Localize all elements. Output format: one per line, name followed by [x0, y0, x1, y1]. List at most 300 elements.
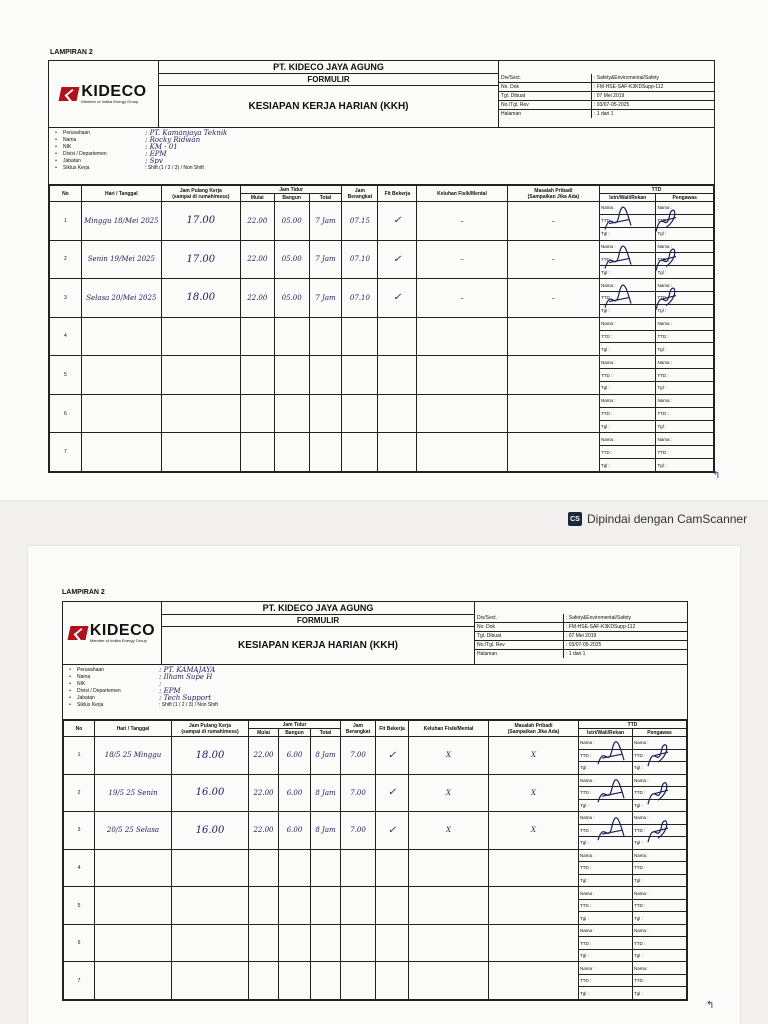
row-no: 3 — [64, 812, 95, 850]
ttd-tgl: Tgl : — [601, 231, 610, 237]
ttd-tgl: Tgl : — [657, 231, 667, 237]
bullet-icon: • — [69, 667, 71, 673]
row-bangun: 05.00 — [274, 202, 309, 241]
row-bangun — [279, 887, 311, 925]
row-total — [309, 317, 342, 356]
row-bangun — [274, 356, 309, 395]
ttd-sign: TTD : — [579, 937, 632, 950]
ttd-pengawas — [656, 356, 713, 394]
row-fit: ✓ — [378, 202, 417, 241]
ttd-nama: Nama : — [579, 887, 632, 900]
row-fit — [378, 433, 417, 472]
ttd-nama: Nama : — [633, 775, 686, 788]
employee-info — [49, 127, 714, 185]
col-bangun: Bangun — [279, 729, 311, 737]
row-mulai: 22.00 — [240, 240, 274, 279]
row-total — [309, 433, 342, 472]
ttd-ybs — [579, 887, 632, 924]
ttd-nama: Nama : — [600, 202, 655, 215]
row-mulai — [249, 924, 279, 962]
ttd-pengawas — [633, 850, 686, 887]
ttd-nama: Nama : — [633, 812, 686, 825]
logo-subtitle: Member of Indika Energy Group — [89, 638, 147, 643]
col-berangkat: Jam Berangkat — [341, 721, 376, 737]
col-ttd-ybs: Istri/Wali/Rekan — [600, 194, 656, 202]
info-key: Nama — [77, 674, 91, 680]
ttd-nama: Nama : — [633, 737, 686, 750]
row-fit: ✓ — [376, 774, 409, 812]
row-masalah — [507, 317, 599, 356]
ttd-ybs — [600, 395, 655, 433]
ttd-sign: TTD : — [600, 215, 655, 228]
ttd-nama: Nama : — [656, 318, 713, 331]
row-masalah — [489, 924, 579, 962]
bullet-icon: • — [69, 674, 71, 680]
col-mulai: Mulai — [240, 194, 274, 202]
row-berangkat — [341, 887, 376, 925]
info-value: : Shift (1 / 2 / 3) / Non Shift — [145, 165, 204, 171]
signature-icon — [652, 205, 682, 236]
col-hari: Hari / Tanggal — [95, 721, 172, 737]
row-bangun — [274, 394, 309, 433]
info-row — [63, 702, 687, 709]
document-meta — [499, 61, 714, 127]
info-row — [49, 158, 714, 165]
row-mulai — [249, 962, 279, 1000]
row-hari: 18/5 25 Minggu — [95, 737, 172, 775]
row-ttd-pengawas — [633, 962, 687, 1000]
row-fit: ✓ — [378, 279, 417, 318]
bullet-icon: • — [55, 165, 57, 171]
info-row — [63, 667, 687, 674]
row-pulang — [172, 849, 249, 887]
col-ttd: TTD — [579, 721, 687, 729]
row-ttd-ybs — [579, 849, 633, 887]
row-pulang — [161, 394, 240, 433]
meta-key: Tgl. Dibuat — [475, 632, 564, 640]
table-row — [64, 962, 687, 1000]
meta-row — [475, 650, 687, 658]
row-masalah: – — [507, 279, 599, 318]
row-berangkat: 7.00 — [341, 774, 376, 812]
col-pulang-label: Jam Pulang Kerja — [179, 187, 222, 194]
row-ttd-pengawas — [633, 887, 687, 925]
col-tidur: Jam Tidur — [240, 186, 342, 194]
row-hari — [95, 962, 172, 1000]
ttd-tgl: Tgl : — [601, 346, 610, 352]
row-mulai — [249, 887, 279, 925]
row-berangkat: 07.10 — [342, 279, 378, 318]
camscanner-watermark — [568, 512, 747, 526]
row-ttd-ybs — [600, 394, 656, 433]
row-berangkat — [342, 356, 378, 395]
ttd-sign: TTD : — [579, 862, 632, 875]
info-key: Siklus Kerja — [63, 165, 90, 171]
ttd-nama: Nama : — [600, 433, 655, 446]
row-fit — [378, 356, 417, 395]
info-key: Jabatan — [77, 695, 95, 701]
info-key: NIK — [63, 144, 72, 150]
info-row — [63, 695, 687, 702]
signature-icon — [603, 244, 633, 275]
row-fit — [376, 924, 409, 962]
info-key: Nama — [63, 137, 77, 143]
ttd-pengawas — [633, 962, 686, 999]
kkh-table — [63, 720, 687, 1000]
meta-row — [475, 641, 687, 650]
row-no: 4 — [50, 317, 82, 356]
ttd-sign: TTD : — [656, 446, 713, 459]
info-value: : KM - 01 — [145, 143, 178, 151]
row-bangun — [279, 924, 311, 962]
row-hari — [81, 356, 161, 395]
col-ttd-pengawas: Pengawas — [633, 729, 687, 737]
row-pulang: 18.00 — [161, 279, 240, 318]
row-masalah — [507, 356, 599, 395]
row-fit — [378, 317, 417, 356]
logo — [49, 61, 159, 127]
row-keluhan: – — [417, 240, 507, 279]
ttd-nama: Nama : — [600, 318, 655, 331]
row-keluhan: X — [409, 774, 489, 812]
row-mulai: 22.00 — [249, 812, 279, 850]
bullet-icon: • — [69, 681, 71, 687]
ttd-sign: TTD : — [633, 750, 686, 763]
bullet-icon: • — [55, 144, 57, 150]
ttd-sign: TTD : — [600, 292, 655, 305]
row-mulai — [240, 433, 274, 472]
ttd-nama: Nama : — [600, 241, 655, 254]
signature-icon — [644, 740, 674, 770]
row-keluhan — [409, 924, 489, 962]
row-hari — [81, 317, 161, 356]
info-row — [63, 674, 687, 681]
row-no: 6 — [64, 924, 95, 962]
col-fit: Fit Bekerja — [378, 186, 417, 202]
row-berangkat — [342, 317, 378, 356]
ttd-sign: TTD : — [656, 369, 713, 382]
ttd-pengawas — [656, 318, 713, 356]
row-mulai — [249, 849, 279, 887]
bullet-icon: • — [69, 702, 71, 708]
row-berangkat — [341, 849, 376, 887]
row-keluhan — [417, 433, 507, 472]
meta-key: No. Dok — [475, 623, 564, 631]
logo-name: KIDECO — [89, 622, 156, 639]
row-bangun — [274, 433, 309, 472]
row-berangkat — [342, 394, 378, 433]
col-hari: Hari / Tanggal — [81, 186, 161, 202]
meta-key: No./Tgl. Rev — [499, 101, 592, 109]
row-no: 2 — [50, 240, 82, 279]
row-pulang: 17.00 — [161, 240, 240, 279]
row-total: 7 Jam — [309, 279, 342, 318]
row-no: 3 — [50, 279, 82, 318]
ttd-nama: Nama : — [600, 279, 655, 292]
row-berangkat: 7.00 — [341, 737, 376, 775]
col-mulai: Mulai — [249, 729, 279, 737]
row-keluhan — [417, 356, 507, 395]
info-row — [63, 688, 687, 695]
row-no: 7 — [50, 433, 82, 472]
row-keluhan — [417, 317, 507, 356]
ttd-nama: Nama : — [579, 925, 632, 938]
row-masalah — [489, 887, 579, 925]
col-no: No — [50, 186, 82, 202]
document-meta — [475, 602, 687, 664]
ttd-tgl: Tgl : — [580, 990, 589, 996]
row-bangun: 05.00 — [274, 240, 309, 279]
row-bangun: 6.00 — [279, 737, 311, 775]
ttd-tgl: Tgl : — [634, 840, 643, 846]
ttd-tgl: Tgl : — [634, 915, 643, 921]
row-pulang: 18.00 — [172, 737, 249, 775]
row-hari: Minggu 18/Mei 2025 — [81, 202, 161, 241]
row-bangun: 6.00 — [279, 812, 311, 850]
col-masalah — [507, 186, 599, 202]
ttd-tgl: Tgl : — [634, 953, 643, 959]
row-bangun: 6.00 — [279, 774, 311, 812]
row-no: 1 — [50, 202, 82, 241]
info-key: Jabatan — [63, 158, 81, 164]
row-mulai — [240, 317, 274, 356]
ttd-sign: TTD : — [600, 408, 655, 421]
row-masalah: X — [489, 774, 579, 812]
col-keluhan: Keluhan Fisik/Mental — [417, 186, 507, 202]
row-mulai: 22.00 — [240, 202, 274, 241]
ttd-nama: Nama : — [633, 850, 686, 863]
col-pulang — [172, 721, 249, 737]
meta-value: : 03/07-05-2025 — [566, 642, 602, 648]
ttd-tgl: Tgl : — [657, 385, 667, 391]
row-hari — [95, 887, 172, 925]
row-ttd-pengawas — [633, 849, 687, 887]
ttd-sign: TTD : — [656, 215, 713, 228]
col-masalah-label: Masalah Pribadi — [514, 722, 553, 729]
row-keluhan: – — [417, 279, 507, 318]
row-pulang — [161, 433, 240, 472]
row-ttd-ybs — [579, 924, 633, 962]
row-ttd-pengawas — [656, 433, 714, 472]
col-masalah-label: Masalah Pribadi — [534, 187, 573, 194]
corner-mark-icon: ↰ — [706, 1000, 715, 1011]
row-total — [311, 849, 341, 887]
meta-value: : 07 Mei 2019 — [594, 93, 625, 99]
meta-key: No. Dok — [499, 83, 592, 91]
signature-icon — [596, 816, 626, 846]
bullet-icon: • — [69, 695, 71, 701]
meta-value: : Safety&Enviromental/Safety — [566, 615, 632, 621]
row-berangkat — [341, 962, 376, 1000]
meta-row — [499, 74, 714, 83]
row-masalah: X — [489, 812, 579, 850]
row-masalah — [489, 962, 579, 1000]
row-pulang — [172, 887, 249, 925]
table-row — [64, 774, 687, 812]
signature-icon — [603, 283, 633, 314]
ttd-nama: Nama : — [579, 775, 632, 788]
col-masalah-sub: (Sampaikan Jika Ada) — [507, 728, 560, 735]
col-bangun: Bangun — [274, 194, 309, 202]
meta-row — [475, 632, 687, 641]
row-berangkat — [342, 433, 378, 472]
ttd-sign: TTD : — [633, 825, 686, 838]
ttd-tgl: Tgl : — [580, 953, 589, 959]
row-berangkat — [341, 924, 376, 962]
row-hari — [95, 924, 172, 962]
ttd-nama: Nama : — [656, 241, 713, 254]
row-hari: Selasa 20/Mei 2025 — [81, 279, 161, 318]
signature-icon — [652, 283, 682, 314]
col-total: Total — [311, 729, 341, 737]
logo-name: KIDECO — [81, 83, 147, 100]
meta-key: Tgl. Dibuat — [499, 92, 592, 100]
row-pulang — [172, 962, 249, 1000]
table-row — [64, 737, 687, 775]
signature-icon — [652, 244, 682, 275]
ttd-sign: TTD : — [579, 750, 632, 763]
ttd-tgl: Tgl : — [580, 877, 589, 883]
employee-info — [63, 664, 687, 720]
row-no: 2 — [64, 774, 95, 812]
ttd-sign: TTD : — [600, 253, 655, 266]
row-masalah: – — [507, 202, 599, 241]
row-mulai: 22.00 — [240, 279, 274, 318]
kkh-form-2 — [62, 601, 688, 1001]
info-value: : PT. KAMAJAYA — [159, 666, 216, 674]
row-bangun — [279, 849, 311, 887]
row-total: 8 Jam — [311, 812, 341, 850]
info-value: : PT. Kamanjaya Teknik — [145, 129, 228, 137]
row-bangun: 05.00 — [274, 279, 309, 318]
row-masalah — [507, 433, 599, 472]
table-row — [64, 924, 687, 962]
meta-key: Div/Sect. — [499, 74, 592, 82]
row-mulai — [240, 394, 274, 433]
row-no: 5 — [50, 356, 82, 395]
bullet-icon: • — [55, 158, 57, 164]
col-masalah — [489, 721, 579, 737]
ttd-tgl: Tgl : — [634, 877, 643, 883]
row-hari: Senin 19/Mei 2025 — [81, 240, 161, 279]
ttd-tgl: Tgl : — [634, 990, 643, 996]
logo — [63, 602, 162, 664]
ttd-ybs — [579, 925, 632, 962]
ttd-nama: Nama : — [656, 433, 713, 446]
ttd-sign: TTD : — [600, 369, 655, 382]
info-value: : Ilham Supe H — [159, 673, 213, 681]
col-fit: Fit Bekerja — [376, 721, 409, 737]
ttd-sign: TTD : — [633, 937, 686, 950]
ttd-tgl: Tgl : — [601, 462, 610, 468]
ttd-tgl: Tgl : — [657, 423, 667, 429]
meta-value: : 07 Mei 2019 — [566, 633, 597, 639]
signature-icon — [603, 205, 633, 236]
ttd-nama: Nama : — [579, 962, 632, 975]
ttd-sign: TTD : — [579, 787, 632, 800]
table-row — [64, 812, 687, 850]
info-key: Siklus Kerja — [77, 702, 104, 708]
ttd-tgl: Tgl : — [580, 802, 589, 808]
row-total — [311, 887, 341, 925]
ttd-pengawas — [656, 395, 713, 433]
logo-subtitle: Member of Indika Energy Group — [81, 99, 139, 104]
kideco-logo-icon — [59, 87, 80, 101]
row-keluhan — [409, 887, 489, 925]
row-ttd-pengawas — [656, 394, 714, 433]
row-mulai — [240, 356, 274, 395]
signature-icon — [596, 740, 626, 770]
row-total: 8 Jam — [311, 737, 341, 775]
col-keluhan: Keluhan Fisik/Mental — [409, 721, 489, 737]
lampiran-label: LAMPIRAN 2 — [50, 49, 93, 56]
ttd-nama: Nama : — [656, 356, 713, 369]
ttd-nama: Nama : — [656, 202, 713, 215]
row-hari — [95, 849, 172, 887]
table-row — [50, 433, 714, 472]
meta-key: No./Tgl. Rev — [475, 641, 564, 649]
row-berangkat: 07.15 — [342, 202, 378, 241]
formulir-label: FORMULIR — [159, 74, 498, 86]
ttd-ybs — [600, 356, 655, 394]
row-ttd-pengawas — [633, 924, 687, 962]
ttd-sign: TTD : — [633, 787, 686, 800]
bullet-icon: • — [55, 137, 57, 143]
camscanner-label: Dipindai dengan CamScanner — [587, 512, 748, 526]
ttd-tgl: Tgl : — [601, 269, 610, 275]
row-ttd-ybs — [579, 962, 633, 1000]
row-total: 7 Jam — [309, 240, 342, 279]
row-ttd-ybs — [579, 887, 633, 925]
meta-row — [475, 623, 687, 632]
meta-row — [475, 614, 687, 623]
col-ttd-ybs: Istri/Wali/Rekan — [579, 729, 633, 737]
meta-value: : FM-HSE-SAF-K3KDSupp-112 — [594, 84, 664, 90]
info-value: : Shift (1 / 2 / 3) / Non Shift — [159, 702, 218, 708]
meta-key: Div/Sect. — [475, 614, 564, 622]
row-fit — [376, 962, 409, 1000]
row-masalah — [489, 849, 579, 887]
ttd-pengawas — [656, 433, 713, 471]
row-keluhan: X — [409, 812, 489, 850]
meta-value: : 03/07-05-2025 — [594, 102, 630, 108]
company-name: PT. KIDECO JAYA AGUNG — [159, 61, 498, 74]
ttd-tgl: Tgl : — [634, 765, 643, 771]
meta-row — [499, 110, 714, 118]
lampiran-label: LAMPIRAN 2 — [62, 589, 105, 596]
row-ttd-pengawas — [656, 356, 714, 395]
ttd-ybs — [579, 962, 632, 999]
info-key: Divisi / Departemen — [77, 688, 121, 694]
row-masalah: – — [507, 240, 599, 279]
bullet-icon: • — [55, 130, 57, 136]
row-keluhan — [417, 394, 507, 433]
row-hari — [81, 394, 161, 433]
ttd-sign: TTD : — [600, 331, 655, 344]
table-row — [64, 887, 687, 925]
col-pulang-label: Jam Pulang Kerja — [189, 722, 231, 729]
ttd-tgl: Tgl : — [601, 308, 610, 314]
ttd-tgl: Tgl : — [580, 765, 589, 771]
row-total: 7 Jam — [309, 202, 342, 241]
row-bangun — [279, 962, 311, 1000]
signature-icon — [644, 816, 674, 846]
info-row — [49, 165, 714, 172]
row-bangun — [274, 317, 309, 356]
row-hari — [81, 433, 161, 472]
meta-row — [499, 101, 714, 110]
ttd-ybs — [579, 850, 632, 887]
